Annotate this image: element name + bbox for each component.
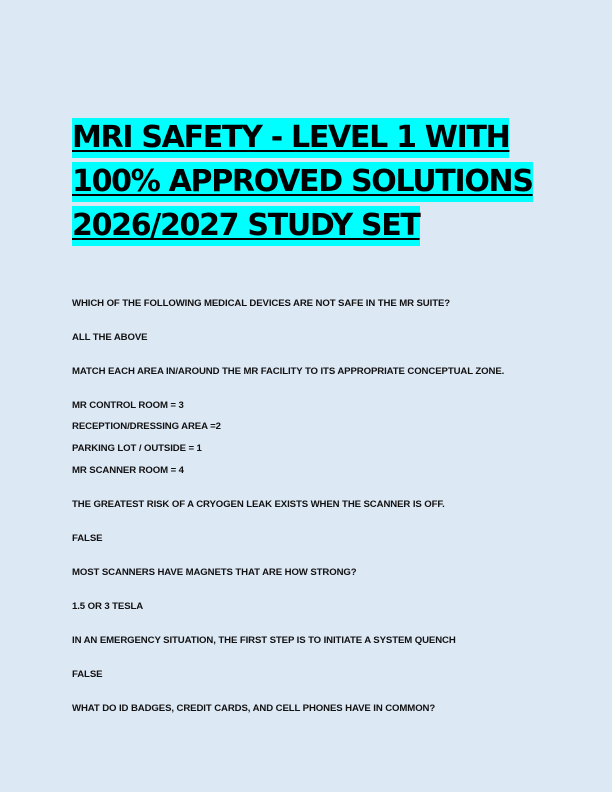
answer-2-item-3: PARKING LOT / OUTSIDE = 1 bbox=[72, 443, 202, 454]
title-line-1: MRI SAFETY - LEVEL 1 WITH bbox=[72, 118, 509, 158]
question-1: WHICH OF THE FOLLOWING MEDICAL DEVICES ARE NOT SAFE IN THE MR SUITE? bbox=[72, 298, 451, 309]
question-4: MOST SCANNERS HAVE MAGNETS THAT ARE HOW STRONG? bbox=[72, 567, 357, 578]
question-2: MATCH EACH AREA IN/AROUND THE MR FACILITY TO ITS APPROPRIATE CONCEPTUAL ZONE. bbox=[72, 366, 505, 377]
question-6: WHAT DO ID BADGES, CREDIT CARDS, AND CELL PHONES HAVE IN COMMON? bbox=[72, 703, 436, 714]
answer-2-item-1: MR CONTROL ROOM = 3 bbox=[72, 400, 184, 411]
answer-4: 1.5 OR 3 TESLA bbox=[72, 601, 144, 612]
question-5: IN AN EMERGENCY SITUATION, THE FIRST STEP IS TO INITIATE A SYSTEM QUENCH bbox=[72, 635, 456, 646]
question-3: THE GREATEST RISK OF A CRYOGEN LEAK EXISTS WHEN THE SCANNER IS OFF. bbox=[72, 499, 445, 510]
document-title bbox=[72, 116, 542, 248]
answer-2-item-4: MR SCANNER ROOM = 4 bbox=[72, 465, 184, 476]
answer-2-item-2: RECEPTION/DRESSING AREA =2 bbox=[72, 421, 221, 432]
title-line-2: 100% APPROVED SOLUTIONS bbox=[72, 162, 533, 202]
title-line-3: 2026/2027 STUDY SET bbox=[72, 206, 420, 246]
answer-1: ALL THE ABOVE bbox=[72, 332, 148, 343]
answer-3: FALSE bbox=[72, 533, 103, 544]
answer-5: FALSE bbox=[72, 669, 103, 680]
